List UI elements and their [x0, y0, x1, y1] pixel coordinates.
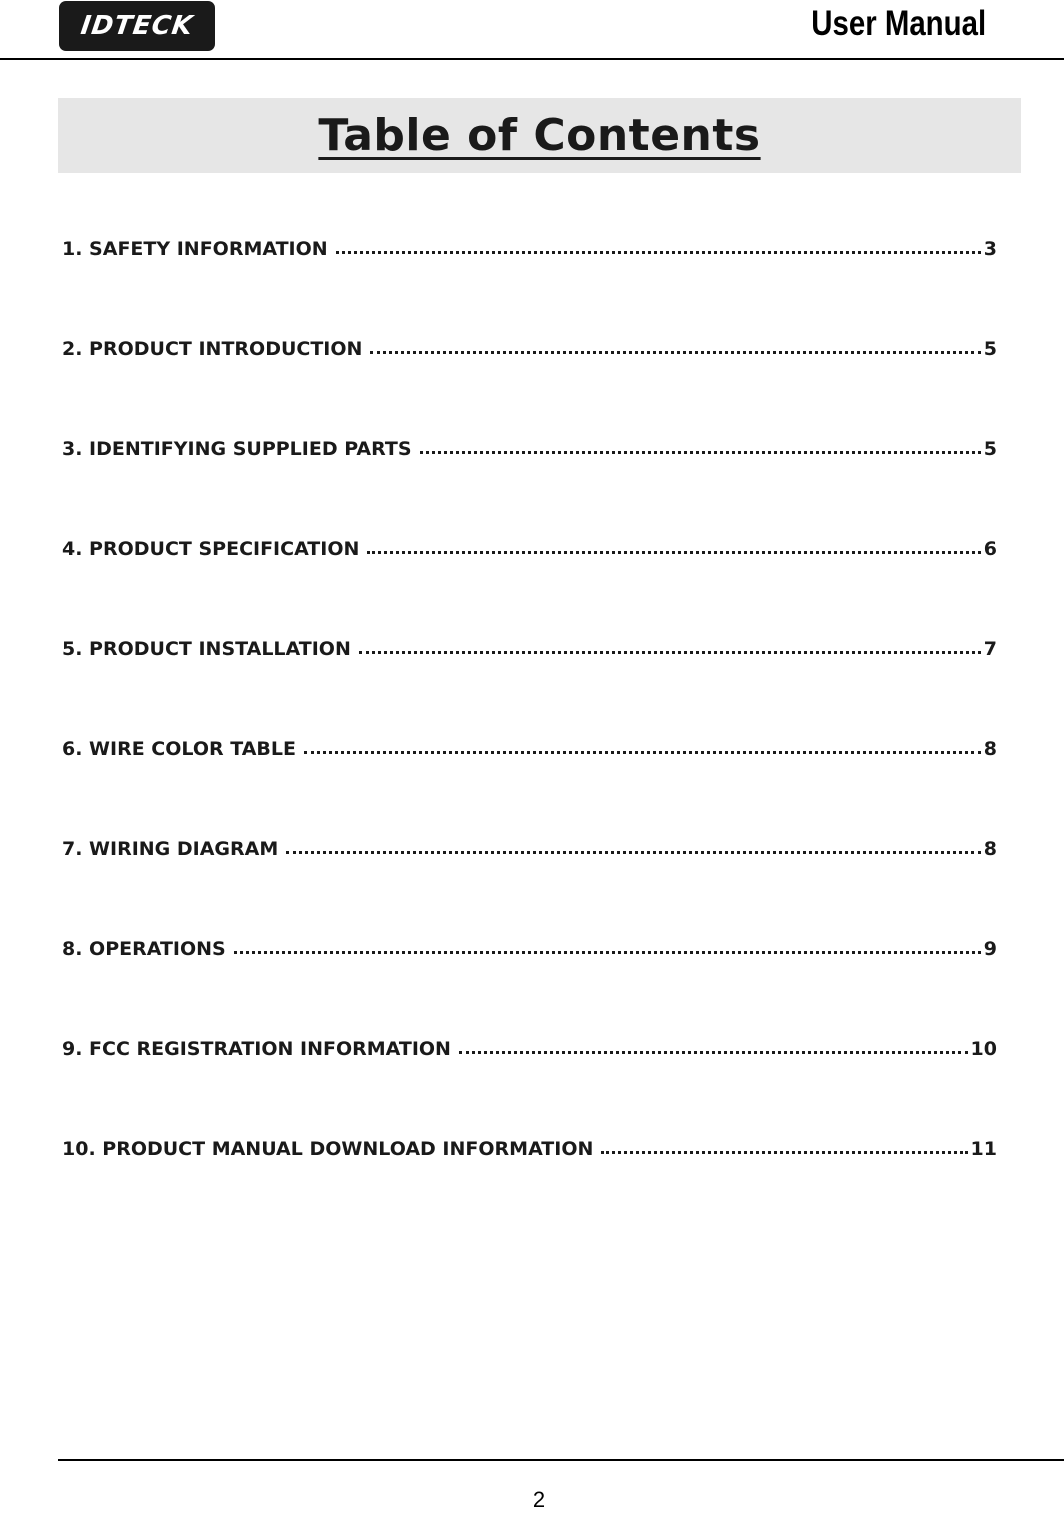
toc-entry-wire-color-table[interactable] — [62, 738, 997, 838]
logo-text: IDTECK — [78, 11, 196, 41]
toc-entry-product-introduction[interactable] — [62, 338, 997, 438]
toc-entry-fcc-registration-information[interactable] — [62, 1038, 997, 1138]
toc-entry-page: 11 — [970, 1138, 997, 1160]
toc-entry-page: 10 — [970, 1038, 997, 1060]
toc-entry-label: 1. SAFETY INFORMATION — [62, 238, 328, 260]
toc-entry-wiring-diagram[interactable] — [62, 838, 997, 938]
toc-dot-leader — [420, 450, 981, 454]
toc-entry-label: 8. OPERATIONS — [62, 938, 226, 960]
page-number: 2 — [532, 1487, 546, 1512]
toc-dot-leader — [459, 1050, 968, 1054]
toc-dot-leader — [234, 950, 981, 954]
header-divider — [0, 58, 1064, 60]
toc-entry-page: 3 — [983, 238, 997, 260]
toc-entry-page: 5 — [983, 438, 997, 460]
toc-entry-operations[interactable] — [62, 938, 997, 1038]
toc-entry-safety-information[interactable] — [62, 238, 997, 338]
toc-entry-page: 7 — [983, 638, 997, 660]
toc-title-band — [58, 98, 1021, 173]
toc-entry-label: 6. WIRE COLOR TABLE — [62, 738, 296, 760]
toc-entry-label: 5. PRODUCT INSTALLATION — [62, 638, 351, 660]
toc-entry-page: 8 — [983, 838, 997, 860]
toc-dot-leader — [359, 650, 981, 654]
toc-dot-leader — [304, 750, 981, 754]
footer-divider — [58, 1459, 1064, 1461]
toc-entry-page: 6 — [983, 538, 997, 560]
toc-entry-identifying-supplied-parts[interactable] — [62, 438, 997, 538]
toc-entry-label: 2. PRODUCT INTRODUCTION — [62, 338, 363, 360]
toc-entry-label: 4. PRODUCT SPECIFICATION — [62, 538, 360, 560]
toc-entry-product-manual-download-information[interactable] — [62, 1138, 997, 1238]
page-header — [0, 0, 1064, 60]
toc-entry-label: 10. PRODUCT MANUAL DOWNLOAD INFORMATION — [62, 1138, 594, 1160]
toc-entry-page: 8 — [983, 738, 997, 760]
toc-entry-product-specification[interactable] — [62, 538, 997, 638]
toc-entry-label: 3. IDENTIFYING SUPPLIED PARTS — [62, 438, 412, 460]
page-title: Table of Contents — [318, 110, 761, 161]
toc-entry-page: 9 — [983, 938, 997, 960]
table-of-contents — [62, 238, 997, 1238]
toc-dot-leader — [286, 850, 980, 854]
toc-dot-leader — [336, 250, 981, 254]
toc-entry-page: 5 — [983, 338, 997, 360]
document-title: User Manual — [811, 4, 986, 43]
toc-dot-leader — [370, 350, 980, 354]
toc-dot-leader — [367, 550, 980, 554]
toc-entry-label: 7. WIRING DIAGRAM — [62, 838, 279, 860]
idteck-logo — [59, 1, 215, 51]
toc-entry-product-installation[interactable] — [62, 638, 997, 738]
toc-dot-leader — [601, 1150, 967, 1154]
toc-entry-label: 9. FCC REGISTRATION INFORMATION — [62, 1038, 451, 1060]
